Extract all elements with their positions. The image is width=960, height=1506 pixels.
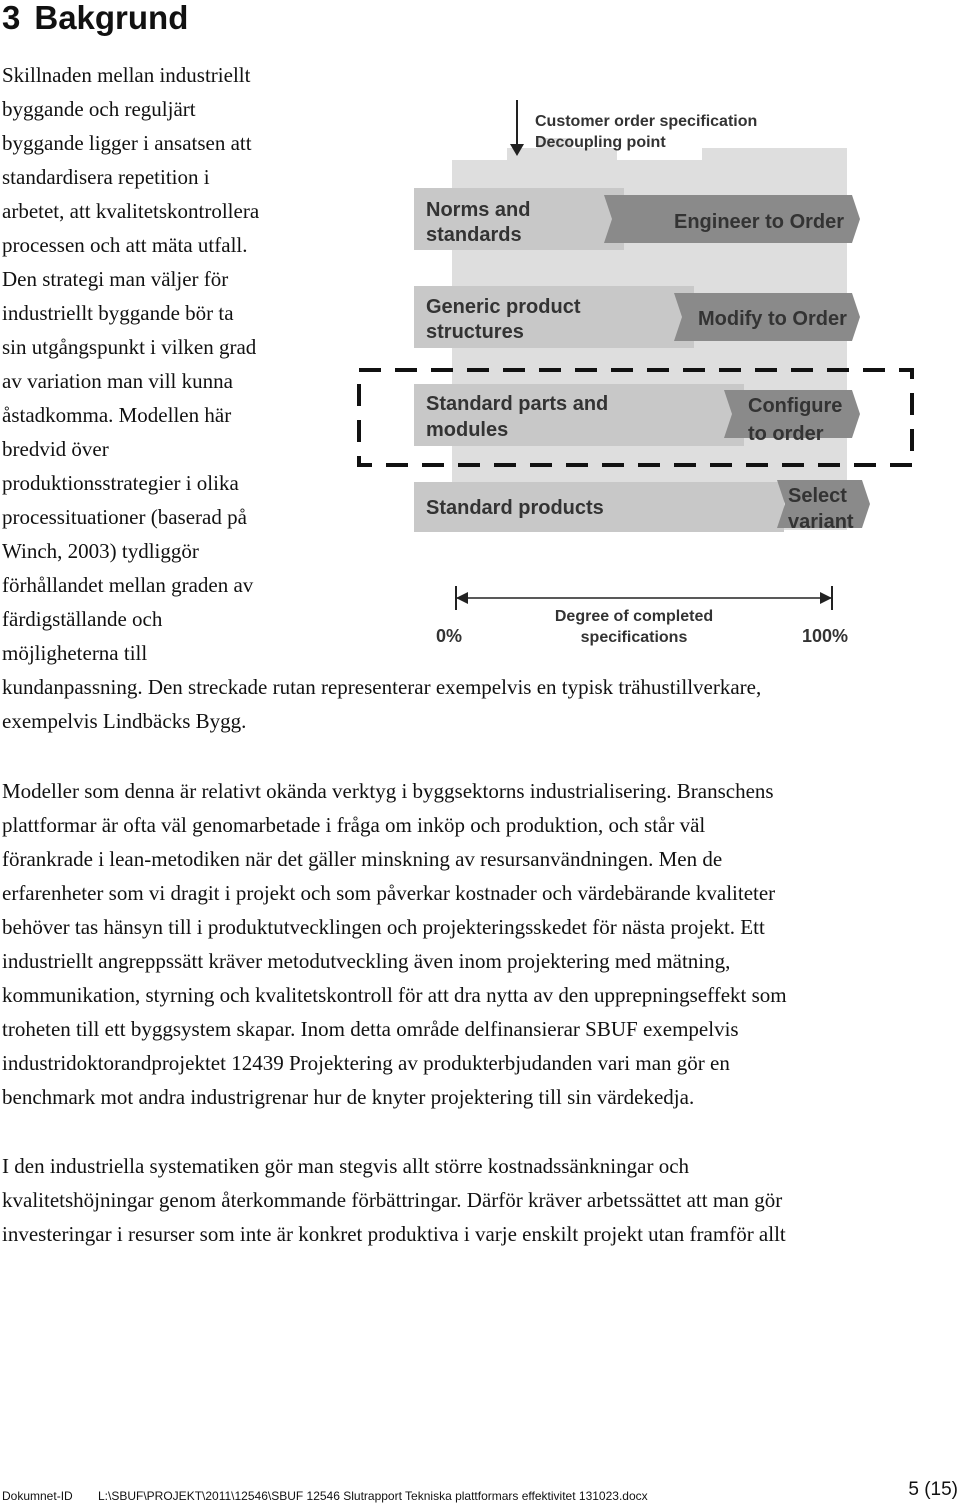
row1-left-line1: Norms and [426,199,531,221]
row2-right-line1: Modify to Order [698,308,847,330]
text-line: bredvid över [2,437,109,461]
text-line: kvalitetshöjningar genom återkommande förbättringar. Därför kräver arbetssättet att man gör [2,1188,783,1212]
row2-left-line2: structures [426,321,524,343]
footer-file-path: L:\SBUF\PROJEKT\2011\12546\SBUF 12546 Slutrapport Tekniska plattformars effektivitet 131023.docx [98,1489,648,1503]
footer-document-id: Dokumnet-ID [2,1489,73,1503]
text-line: processen och att mäta utfall. [2,233,248,257]
axis-caption-line1: Degree of completed [554,608,714,625]
axis-end-label: 100% [802,626,849,646]
text-line: produktionsstrategier i olika [2,471,239,495]
axis-right-arrowhead [820,592,832,604]
row2-left-line1: Generic product [426,296,581,318]
text-line: behöver tas hänsyn till i produktutvecklingen och projekteringsskedet för nästa projekt. Ett [2,915,765,939]
row3-left-line2: modules [426,419,509,441]
text-line: kundanpassning. Den streckade rutan representerar exempelvis en typisk trähustillverkare, [2,675,762,699]
text-line: plattformar är ofta väl genomarbetade i fråga om inköp och produktion, och står väl [2,813,706,837]
row4-left-line1: Standard products [426,497,604,519]
text-line: industriellt angreppssätt kräver metodutveckling även inom projektering med mätning, [2,949,731,973]
diagram-header-line1: Customer order specification [535,113,758,130]
text-line: erfarenheter som vi dragit i projekt och som påverkar kostnader och värdebärande kvaliteter [2,881,776,905]
row3-right-line1: Configure [748,395,843,417]
row3-right-line2: to order [748,423,824,445]
text-line: arbetet, att kvalitetskontrollera [2,199,260,223]
section-title: Bakgrund [34,0,189,36]
text-line: Winch, 2003) tydliggör [2,539,199,563]
text-line: av variation man vill kunna [2,369,233,393]
row1-left-line2: standards [426,224,522,246]
row1-right-line1: Engineer to Order [674,211,845,233]
text-line: industridoktorandprojektet 12439 Projektering av produkterbjudanden vari man gör en [2,1051,730,1075]
text-line: Den strategi man väljer för [2,267,229,291]
text-line: åstadkomma. Modellen här [2,403,232,427]
text-line: möjligheterna till [2,641,148,665]
section-number: 3 [2,0,21,36]
text-line: färdigställande och [2,607,163,631]
diagram-header-line2: Decoupling point [535,134,666,151]
text-line: kommunikation, styrning och kvalitetskontroll för att dra nytta av den upprepningseffekt som [2,983,787,1007]
section-heading [2,0,188,38]
production-strategy-diagram [352,100,922,655]
text-line: Skillnaden mellan industriellt [2,63,251,87]
text-line: troheten till ett byggsystem skapar. Inom detta område delfinansierar SBUF exempelvis [2,1017,739,1041]
text-line: industriellt byggande bör ta [2,301,234,325]
text-line: investeringar i resurser som inte är konkret produktiva i varje enskilt projekt utan framför allt [2,1222,786,1246]
text-line: förhållandet mellan graden av [2,573,254,597]
row4-right-line1: Select [788,485,847,507]
paragraph-3 [2,1149,786,1251]
text-line: Modeller som denna är relativt okända verktyg i byggsektorns industrialisering. Branschens [2,779,774,803]
page-number: 5 (15) [908,1479,958,1500]
text-line: I den industriella systematiken gör man stegvis allt större kostnadssänkningar och [2,1154,690,1178]
axis-caption-line2: specifications [580,629,688,646]
text-line: processituationer (baserad på [2,505,247,529]
text-line: byggande och reguljärt [2,97,196,121]
text-line: sin utgångspunkt i vilken grad [2,335,257,359]
row3-left-line1: Standard parts and [426,393,609,415]
text-line: förankrade i lean-metodiken när det gäller minskning av resursanvändningen. Men de [2,847,723,871]
row4-right-line2: variant [788,511,854,533]
text-line: byggande ligger i ansatsen att [2,131,252,155]
paragraph-2 [2,774,787,1114]
axis-start-label: 0% [436,626,463,646]
text-line: standardisera repetition i [2,165,210,189]
text-line: exempelvis Lindbäcks Bygg. [2,709,247,733]
axis-left-arrowhead [456,592,468,604]
text-line: benchmark mot andra industrigrenar hur de knyter projektering till sin värdekedja. [2,1085,695,1109]
